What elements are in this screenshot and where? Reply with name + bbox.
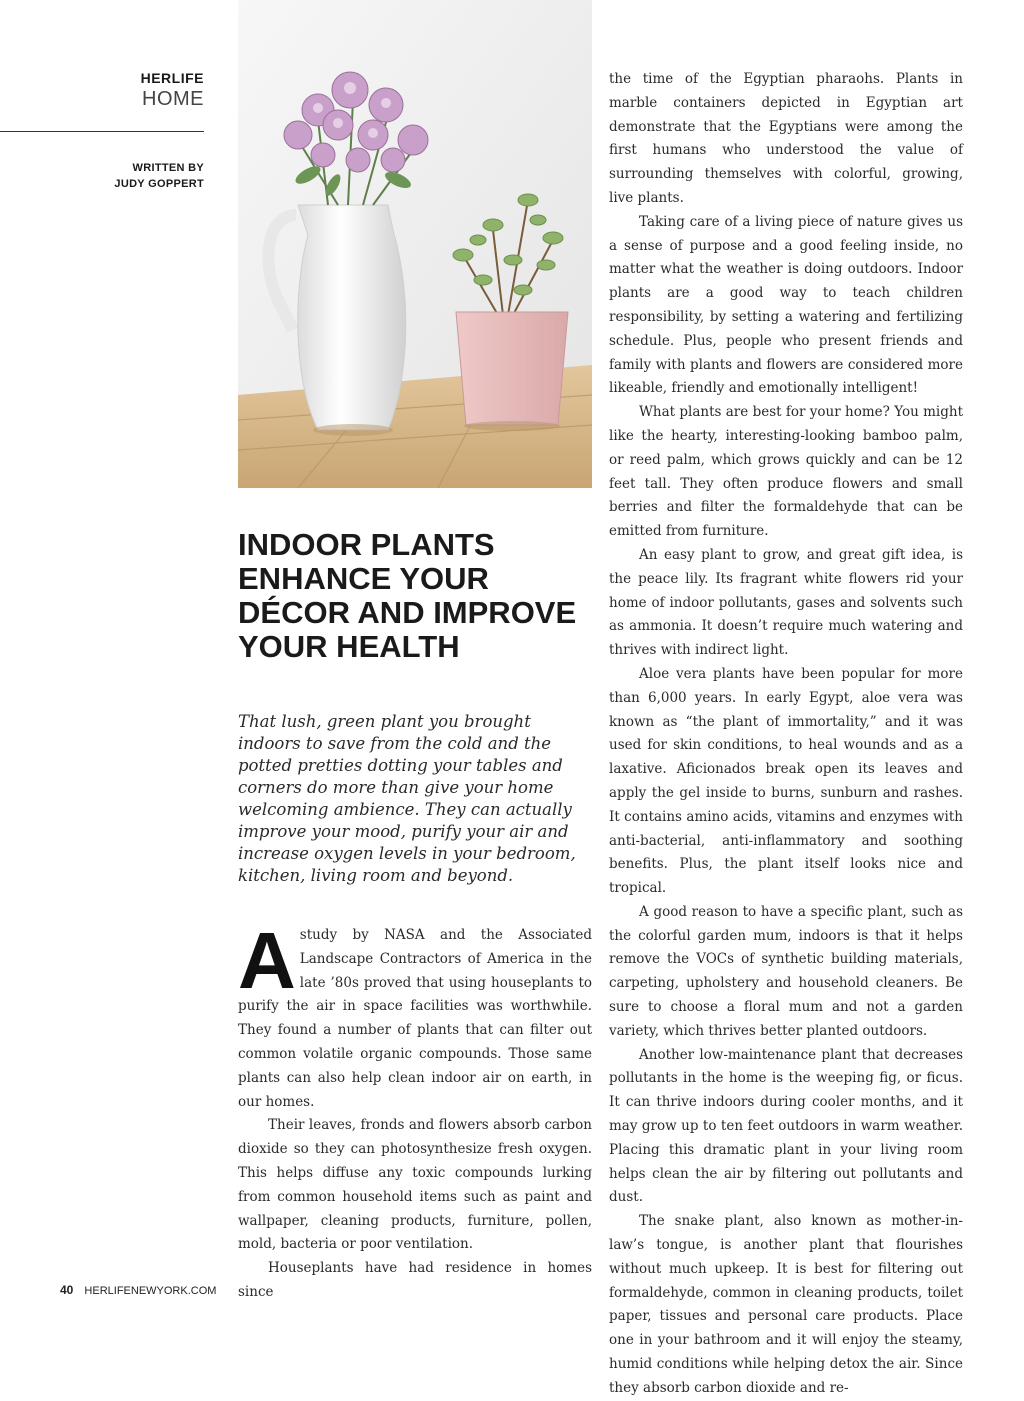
body-column-1: [238, 916, 592, 1305]
section-label: [0, 70, 204, 111]
byline-author: JUDY GOPPERT: [114, 178, 204, 190]
body-paragraph: An easy plant to grow, and great gift idea, is the peace lily. Its fragrant white flowers rid your home of indoor pollutants, gases and solvents such as ammonia. It doesn’t require much watering and thrives with indirect light.: [609, 546, 963, 659]
body-paragraph: Another low-maintenance plant that decreases pollutants in the home is the weeping fig, or ficus. It can thrive indoors during cooler months, and it may grow up to ten feet outdoors in warm weather. Placing this dramatic plant in your living room helps clean the air by filtering out pollutants and dust.: [609, 1046, 963, 1206]
body-paragraph: Their leaves, fronds and flowers absorb carbon dioxide so they can photosynthesize fresh oxygen. This helps diffuse any toxic compounds lurking from common household items such as paint and wallpaper, cleaning products, furniture, pollen, mold, bacteria or poor ventilation.: [238, 1117, 592, 1253]
section-category: HOME: [142, 88, 204, 110]
site-url: HERLIFENEWYORK.COM: [84, 1285, 217, 1297]
body-paragraph: Houseplants have had residence in homes since: [238, 1260, 592, 1300]
body-paragraph-lead: [238, 916, 592, 1114]
article-dek: That lush, green plant you brought indoors to save from the cold and the potted pretties dotting your tables and corners do more than give your home welcoming ambience. They can actually improve your mood, purify your air and increase oxygen levels in your bedroom, kitchen, living room and beyond.: [238, 712, 576, 885]
section-brand: HERLIFE: [140, 70, 204, 86]
article-headline: INDOOR PLANTS ENHANCE YOUR DÉCOR AND IMPROVE YOUR HEALTH: [238, 527, 577, 664]
body-paragraph: Taking care of a living piece of nature gives us a sense of purpose and a good feeling inside, no matter what the weather is doing outdoors. Indoor plants are a good way to teach children responsibility, by setting a watering and fertilizing schedule. Plus, people who present friends and family with plants and flowers are considered more likeable, friendly and emotionally intelligent!: [609, 213, 963, 397]
byline: [0, 160, 204, 192]
byline-label: WRITTEN BY: [132, 162, 204, 174]
plants-photo-illustration: [238, 0, 592, 488]
page-number: 40: [60, 1283, 74, 1297]
page-footer: [60, 1283, 216, 1297]
body-paragraph: Aloe vera plants have been popular for more than 6,000 years. In early Egypt, aloe vera was known as “the plant of immortality,” and it was used for skin conditions, to heal wounds and as a laxative. Aficionados break open its leaves and apply the gel inside to burns, sunburn and rashes. It contains amino acids, vitamins and enzymes with anti-bacterial, anti-inflammatory and soothing benefits. Plus, the plant itself looks nice and tropical.: [609, 665, 963, 897]
body-paragraph: the time of the Egyptian pharaohs. Plants in marble containers depicted in Egyptian art demonstrate that the Egyptians were among the first humans who understood the value of surrounding themselves with colorful, growing, live plants.: [609, 71, 963, 206]
body-paragraph: What plants are best for your home? You might like the hearty, interesting-looking bamboo palm, or reed palm, which grows quickly and can be 12 feet tall. They often produce flowers and small berries and filter the formaldehyde that can be emitted from furniture.: [609, 404, 963, 540]
section-divider: [0, 131, 204, 132]
body-column-2: [609, 68, 963, 1401]
lead-text: study by NASA and the Associated Landscape Contractors of America in the late ’80s proved that using houseplants to purify the air in space facilities was worthwhile. They found a number of plants that can filter out common volatile organic compounds. Those same plants can also help clean indoor air on earth, in our homes.: [238, 927, 592, 1110]
article-photo: [238, 0, 592, 488]
drop-cap: A: [238, 916, 296, 1005]
body-paragraph: The snake plant, also known as mother-in-law’s tongue, is another plant that flourishes without much upkeep. It is best for filtering out formaldehyde, common in cleaning products, toilet paper, tissues and personal care products. Place one in your bathroom and it will enjoy the steamy, humid conditions while helping detox the air. Since they absorb carbon dioxide and re-: [609, 1213, 963, 1396]
body-paragraph: A good reason to have a specific plant, such as the colorful garden mum, indoors is that it helps remove the VOCs of synthetic building materials, carpeting, upholstery and household cleaners. Be sure to choose a floral mum and not a garden variety, which thrives better planted outdoors.: [609, 903, 963, 1039]
